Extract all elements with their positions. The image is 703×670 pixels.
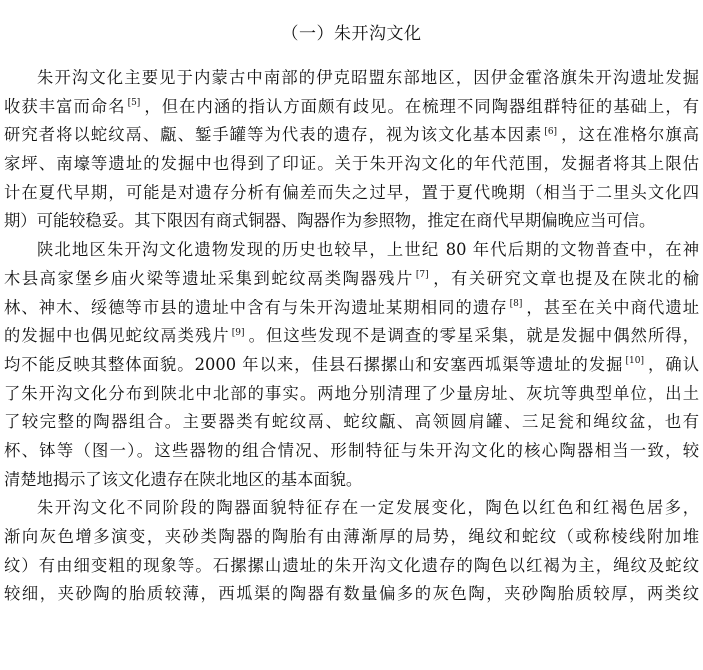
- text-line: [4, 437, 699, 466]
- citation-mark: [7]: [415, 270, 429, 281]
- text-segment: 了较完整的陶器组合。主要器类有蛇纹鬲、蛇纹甗、高领圆肩罐、三足瓮和绳纹盆，也有: [4, 412, 699, 432]
- text-segment: 收获丰富而命名: [4, 96, 126, 116]
- text-segment: 了朱开沟文化分布到陕北中北部的事实。两地分别清理了少量房址、灰坑等典型单位，出土: [4, 383, 699, 403]
- text-line: [4, 179, 699, 208]
- text-segment: 朱开沟文化不同阶段的陶器面貌特征存在一定发展变化，陶色以红色和红褐色居多，: [37, 498, 699, 518]
- text-segment: 陕北地区朱开沟文化遗物发现的历史也较早，上世纪 80 年代后期的文物普查中，在神: [37, 240, 699, 260]
- text-segment: ，甚至在关中商代遗址: [525, 297, 699, 317]
- text-segment: 计在夏代早期，可能是对遗存分析有偏差而失之过早，置于夏代晚期（相当于二里头文化四: [4, 182, 699, 202]
- text-line: [4, 64, 699, 93]
- text-line: [4, 380, 699, 409]
- text-segment: 林、神木、绥德等市县的遗址中含有与朱开沟遗址某期相同的遗存: [4, 297, 508, 317]
- text-segment: 清楚地揭示了该文化遗存在陕北地区的基本面貌。: [4, 469, 363, 489]
- text-segment: 期）可能较稳妥。其下限因有商式铜器、陶器作为参照物，推定在商代早期偏晚应当可信。: [4, 211, 656, 231]
- text-line: [4, 236, 699, 265]
- text-line: [4, 408, 699, 437]
- section-heading: （一）朱开沟文化: [281, 24, 422, 44]
- document-page: [4, 22, 699, 609]
- text-segment: 家坪、南壕等遗址的发掘中也得到了印证。关于朱开沟文化的年代范围，发掘者将其上限估: [4, 154, 699, 174]
- text-line: [4, 207, 699, 236]
- text-line: [4, 121, 699, 150]
- paragraph: [4, 64, 699, 236]
- text-line: [4, 265, 699, 294]
- text-line: [4, 580, 699, 609]
- text-segment: 研究者将以蛇纹鬲、甗、錾手罐等为代表的遗存，视为该文化基本因素: [4, 125, 543, 145]
- text-line: [4, 466, 699, 495]
- citation-mark: [6]: [544, 126, 558, 137]
- text-segment: 较细，夹砂陶的胎质较薄，西坬渠的陶器有数量偏多的灰色陶，夹砂陶胎质较厚，两类纹: [4, 584, 699, 604]
- text-segment: 杯、钵等（图一）。这些器物的组合情况、形制特征与朱开沟文化的核心陶器相当一致，较: [4, 440, 699, 460]
- text-segment: 木县高家堡乡庙火梁等遗址采集到蛇纹鬲类陶器残片: [4, 268, 414, 288]
- text-segment: ，这在准格尔旗高: [560, 125, 699, 145]
- text-segment: 纹）有由细变粗的现象等。石摞摞山遗址的朱开沟文化遗存的陶色以红褐为主，绳纹及蛇纹: [4, 555, 699, 575]
- body-text: [4, 64, 699, 609]
- text-segment: 的发掘中也偶见蛇纹鬲类残片: [4, 326, 230, 346]
- text-segment: 。但这些发现不是调查的零星采集，就是发掘中偶然所得，: [247, 326, 699, 346]
- text-segment: 朱开沟文化主要见于内蒙古中南部的伊克昭盟东部地区，因伊金霍洛旗朱开沟遗址发掘: [37, 68, 699, 87]
- citation-mark: [9]: [231, 327, 245, 338]
- text-segment: ，但在内涵的指认方面颇有歧见。在梳理不同陶器组群特征的基础上，有: [143, 96, 699, 116]
- text-line: [4, 351, 699, 380]
- citation-mark: [10]: [625, 356, 644, 367]
- paragraph: [4, 236, 699, 494]
- citation-mark: [5]: [127, 98, 141, 109]
- text-segment: 均不能反映其整体面貌。2000 年以来，佳县石摞摞山和安塞西坬渠等遗址的发掘: [4, 354, 624, 374]
- text-line: [4, 322, 699, 351]
- text-line: [4, 494, 699, 523]
- text-line: [4, 552, 699, 581]
- text-line: [4, 93, 699, 122]
- text-segment: ，有关研究文章也提及在陕北的榆: [431, 268, 699, 288]
- text-line: [4, 294, 699, 323]
- text-segment: 渐向灰色增多演变，夹砂类陶器的陶胎有由薄渐厚的局势，绳纹和蛇纹（或称棱线附加堆: [4, 527, 699, 546]
- paragraph: [4, 494, 699, 609]
- text-line: [4, 150, 699, 179]
- text-line: [4, 523, 699, 552]
- text-segment: ，确认: [647, 354, 699, 374]
- citation-mark: [8]: [509, 299, 523, 310]
